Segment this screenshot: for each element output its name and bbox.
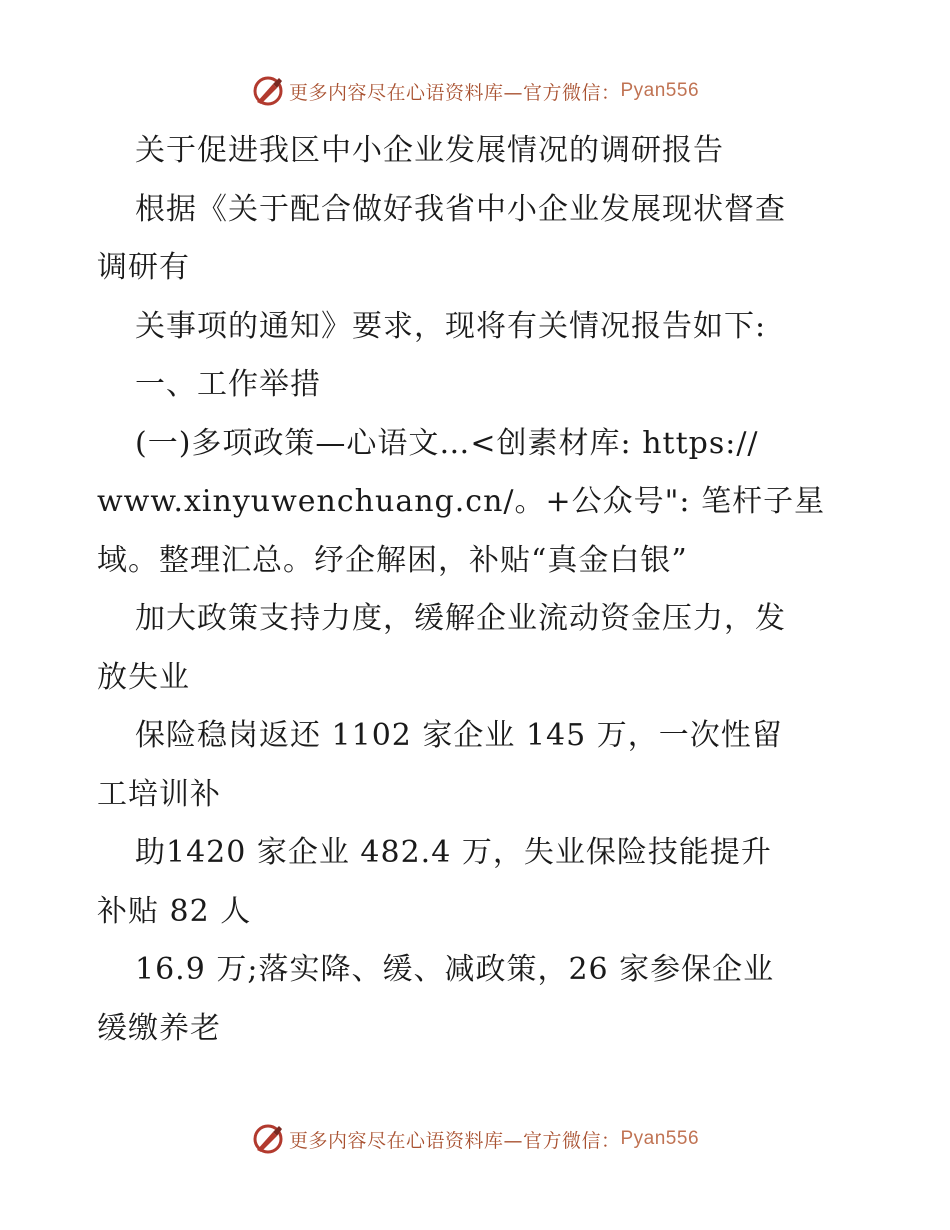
watermark-id: Pyan556 [620, 1128, 700, 1149]
text-line: 补贴 82 人 [97, 893, 252, 929]
text-line: 关于促进我区中小企业发展情况的调研报告 [135, 133, 724, 168]
text-line: 关事项的通知》要求，现将有关情况报告如下: [135, 308, 767, 344]
text-line: 16.9 万;落实降、缓、减政策，26 家参保企业 [135, 952, 775, 987]
text-line: 调研有 [97, 250, 190, 285]
watermark-text: 更多内容尽在心语资料库—官方微信： [288, 1129, 621, 1152]
text-line: 域。整理汇总。纾企解困，补贴“真金白银” [97, 542, 688, 578]
watermark-footer [0, 1122, 950, 1156]
text-line: 工培训补 [97, 776, 221, 812]
pen-logo-icon [251, 74, 285, 108]
text-line: (一)多项政策—心语文…<创素材库: https:// [135, 425, 759, 461]
text-line: 根据《关于配合做好我省中小企业发展现状督查 [135, 191, 786, 227]
text-line: 保险稳岗返还 1102 家企业 145 万，一次性留 [135, 718, 783, 753]
document-body [97, 122, 857, 1058]
text-line: 缓缴养老 [97, 1010, 221, 1046]
text-line: 加大政策支持力度，缓解企业流动资金压力，发 [135, 601, 786, 636]
watermark-header [0, 74, 950, 108]
text-line: 一、工作举措 [135, 367, 321, 402]
watermark-id: Pyan556 [620, 80, 700, 101]
text-line: 助1420 家企业 482.4 万，失业保险技能提升 [135, 835, 772, 870]
watermark-text: 更多内容尽在心语资料库—官方微信： [288, 81, 621, 104]
text-line: 放失业 [97, 659, 190, 695]
pen-logo-icon [251, 1122, 285, 1156]
text-line: www.xinyuwenchuang.cn/。+公众号": 笔杆子星 [97, 484, 826, 519]
